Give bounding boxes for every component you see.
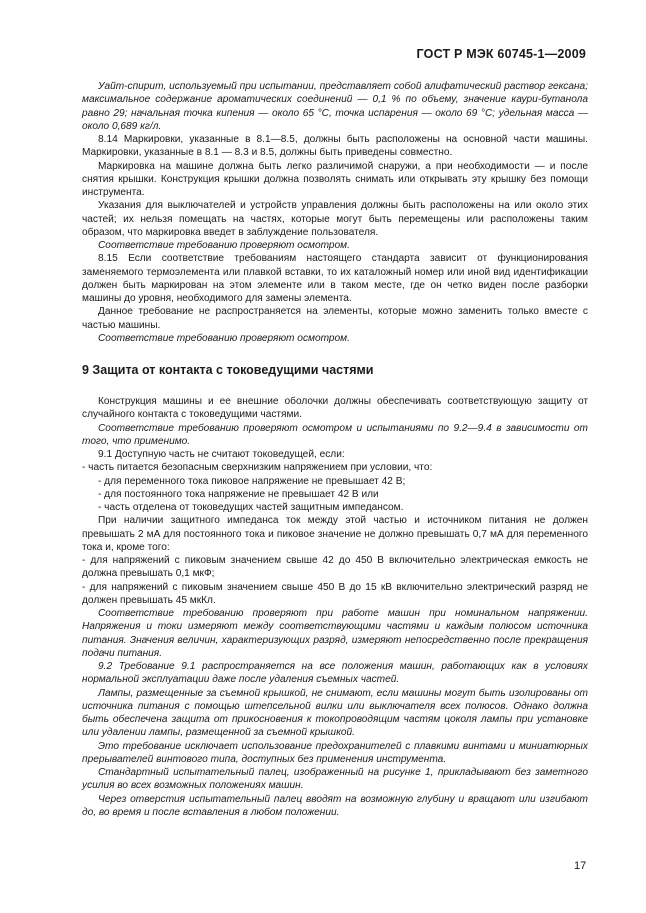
paragraph-switch-indications: Указания для выключателей и устройств управления должны быть расположены на или около этих частей; их нельзя помещать на частях, которые могут быть перемещены или расположены таким образом, что маркировка введет в заблуждение пользователя. xyxy=(82,200,588,238)
paragraph-white-spirit: Уайт-спирит, используемый при испытании, представляет собой алифатический раствор гексана; максимальное содержание ароматических соединений — 0,1 % по объему, значение каури-бутанола равно 29; начальная точка кипения — около 65 °С, точка испарения — около 69 °С; удельная масса — около 0,689 кг/л. xyxy=(82,81,588,132)
paragraph-marking-visible: Маркировка на машине должна быть легко различимой снаружи, а при необходимости — и после снятия крышки. Конструкция крышки должна позволять снимать или открывать эту крышку без помощи инструмента. xyxy=(82,160,588,198)
section-9-heading: 9 Защита от контакта с токоведущими частями xyxy=(82,363,374,377)
paragraph-finger-openings: Через отверстия испытательный палец вводят на возможную глубину и вращают или изгибают до, во время и после вставления в любом положении. xyxy=(82,793,588,818)
compliance-rated-voltage: Соответствие требованию проверяют при работе машин при номинальном напряжении. Напряжения и токи измеряют между соответствующими частями и каждым полюсом источника питания. Значения величин, характеризующих разряд, измеряют непосредственно после прекращения подачи питания. xyxy=(82,608,588,659)
paragraph-impedance-current: При наличии защитного импеданса ток между этой частью и источником питания не должен превышать 2 мА для постоянного тока и пиковое значение не должно превышать 0,7 мА для переменного тока и, кроме того: xyxy=(82,515,588,553)
paragraph-lamps: Лампы, размещенные за съемной крышкой, не снимают, если машины могут быть изолированы от источника питания с помощью штепсельной вилки или выключателя всех полюсов. Однако должна быть обеспечена защита от прикосновения к токопроводящим частям цоколя лампы при установке или удалении лампы, размещенной за съемной крышкой. xyxy=(82,687,588,739)
list-item-capacitance: - для напряжений с пиковым значением свыше 42 до 450 В включительно электрическая емкость не должна превышать 0,1 мкФ; xyxy=(82,555,588,580)
compliance-inspection-2: Соответствие требованию проверяют осмотром. xyxy=(98,332,350,344)
compliance-inspection-1: Соответствие требованию проверяют осмотром. xyxy=(98,240,350,251)
standard-header: ГОСТ Р МЭК 60745-1—2009 xyxy=(416,47,586,61)
compliance-tests-9-2-9-4: Соответствие требованию проверяют осмотром и испытаниями по 9.2—9.4 в зависимости от того, что применимо. xyxy=(82,422,588,447)
page-body xyxy=(82,80,588,819)
list-item-selv: - часть питается безопасным сверхнизким напряжением при условии, что: xyxy=(82,462,433,474)
list-item-ac-peak: - для переменного тока пиковое напряжение не превышает 42 В; xyxy=(98,475,406,487)
page-number: 17 xyxy=(574,860,587,872)
paragraph-8-14: 8.14 Маркировки, указанные в 8.1—8.5, должны быть расположены на основной части машины. Маркировки, указанные в 8.1 — 8.3 и 8.5, должны быть приведены совместно. xyxy=(82,134,588,159)
list-item-dc-voltage: - для постоянного тока напряжение не превышает 42 В или xyxy=(98,488,379,500)
paragraph-9-2: 9.2 Требование 9.1 распространяется на все положения машин, работающих как в условиях нормальной эксплуатации даже после удаления съемных частей. xyxy=(82,661,588,686)
paragraph-replaceable-elements: Данное требование не распространяется на элементы, которые можно заменить только вместе с частью машины. xyxy=(82,306,588,331)
paragraph-8-15: 8.15 Если соответствие требованиям настоящего стандарта зависит от функционирования заменяемого термоэлемента или плавкой вставки, то их каталожный номер или иной вид идентификации должен быть маркирован на этом элементе или в таком месте, где он четко виден после разборки машины до уровня, необходимого для замены элемента. xyxy=(82,253,588,304)
list-item-discharge: - для напряжений с пиковым значением свыше 450 В до 15 кВ включительно электрический разряд не должен превышать 45 мкКл. xyxy=(82,581,588,606)
paragraph-test-finger: Стандартный испытательный палец, изображенный на рисунке 1, прикладывают без заметного усилия во всех возможных положениях машин. xyxy=(82,767,588,792)
paragraph-enclosure-protection: Конструкция машины и ее внешние оболочки должны обеспечивать соответствующую защиту от случайного контакта с токоведущими частями. xyxy=(82,396,588,421)
list-item-protective-impedance: - часть отделена от токоведущих частей защитным импедансом. xyxy=(98,502,404,513)
paragraph-fuses-exclusion: Это требование исключает использование предохранителей с плавкими винтами и миниатюрных прерывателей винтового типа, доступных без применения инструмента. xyxy=(82,740,588,765)
paragraph-9-1: 9.1 Доступную часть не считают токоведущей, если: xyxy=(98,449,345,460)
